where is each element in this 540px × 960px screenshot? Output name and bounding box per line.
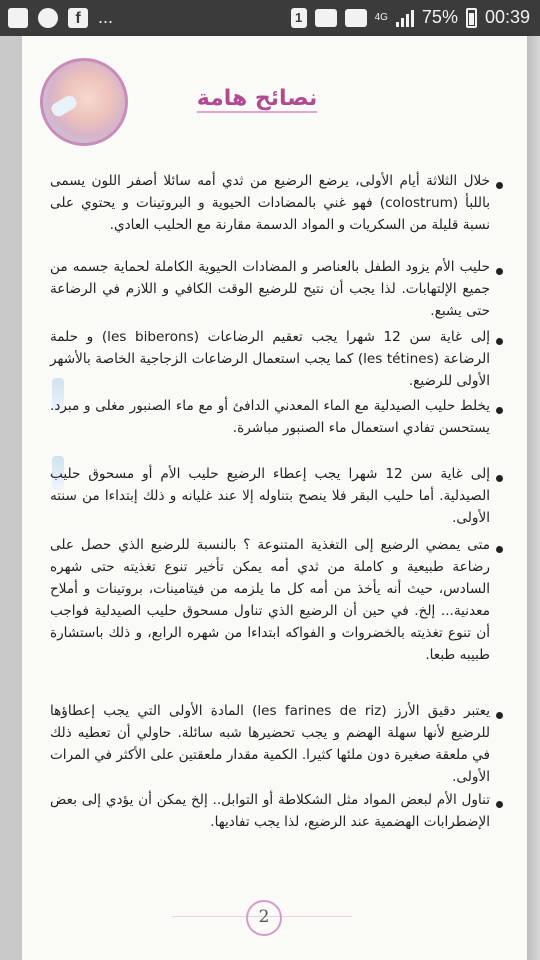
gallery-notification-icon <box>315 9 337 27</box>
battery-icon <box>466 8 477 28</box>
status-bar <box>0 0 540 36</box>
bullet-icon <box>496 801 503 808</box>
bullet-icon <box>496 712 503 719</box>
bullet-icon <box>496 182 503 189</box>
bullet-icon <box>496 338 503 345</box>
facebook-notification-icon[interactable]: f <box>68 8 88 28</box>
signal-strength-icon <box>396 9 414 27</box>
paragraph-rice-flour: يعتبر دقيق الأرز (les farines de riz) المادة الأولى التي يجب إعطاؤها للرضيع لأنها سهلة الهضم و يجب تحضيرها شبه سائلة. حاولي أن تعطيه ذلك في ملعقة صغيرة دون ملئها كثيرا. الكمية مقدار ملعقتين على الأكثر في المرات الأولى. <box>50 703 490 785</box>
paragraph-formula-water: يخلط حليب الصيدلية مع الماء المعدني الدافئ أو مع ماء الصنبور مغلى و مبرد. يستحسن تفادي استعمال ماء الصنبور مباشرة. <box>50 398 490 436</box>
paragraph-cow-milk: إلى غاية سن 12 شهرا يجب إعطاء الرضيع حليب الأم أو مسحوق حليب الصيدلية. أما حليب البقر فلا ينصح بتناوله إلا عند غليانه و ذلك إبتداءا من سنته الأولى. <box>50 466 490 526</box>
paragraph-sterilize: إلى غاية سن 12 شهرا يجب تعقيم الرضاعات (les biberons) و حلمة الرضاعة (les tétines) كما يجب استعمال الرضاعات الزجاجية الخاصة بالأشهر الأولى للرضيع. <box>50 329 491 389</box>
page-number: 2 <box>246 900 282 936</box>
paragraph-colostrum: خلال الثلاثة أيام الأولى، يرضع الرضيع من ثدي أمه سائلا أصفر اللون يسمى باللبأ (colostrum) فهو غني بالمضادات الحيوية و البروتينات و يحتوي على نسبة قليلة من السكريات و المواد الدسمة مقارنة مع الحليب العادي. <box>50 173 490 233</box>
baby-photo <box>40 58 128 146</box>
paragraph-mother-diet: تناول الأم لبعض المواد مثل الشكلاطة أو التوابل.. إلخ يمكن أن يؤدي إلى بعض الإضطرابات الهضمية عند الرضيع، لذا يجب تفاديها. <box>50 792 490 830</box>
paragraph-breast-milk: حليب الأم يزود الطفل بالعناصر و المضادات الحيوية الكاملة لحماية جسمه من جميع الإلتهابات. لذا يجب أن نتيح للرضيع الوقت الكافي و اللازم في الرضاعة حتى يشبع. <box>50 259 490 319</box>
bullet-icon <box>496 475 503 482</box>
whatsapp-notification-icon[interactable] <box>38 8 58 28</box>
paragraph-diversification: متى يمضي الرضيع إلى التغذية المتنوعة ؟ بالنسبة للرضيع الذي حصل على رضاعة طبيعية و كاملة من ثدي أمه يمكن تأخير تنوع تغذيته حتى شهره السادس، حيث أنه يأخذ من أمه كل ما يلزمه من فيتامينات، بروتينات و أملاح معدنية... إلخ. في حين أن الرضيع الذي تناول مسحوق حليب الصيدلية فواجب أن تنوع تغذيته بالخضروات و الفواكه ابتداءا من شهره الرابع، و ذلك باستشارة طبيبه طبعا. <box>50 537 490 663</box>
nfc-icon <box>345 9 367 27</box>
network-type-label: 4G <box>374 11 388 23</box>
bullet-icon <box>496 546 503 553</box>
bullet-icon <box>496 407 503 414</box>
document-page <box>22 36 527 960</box>
battery-percent: 75% <box>421 7 458 27</box>
clock: 00:39 <box>484 7 530 27</box>
message-notification-icon[interactable] <box>8 8 28 28</box>
page-heading: نصائح هامة <box>196 86 318 111</box>
page-edge <box>527 36 540 960</box>
more-notifications-ellipsis: ... <box>98 7 114 27</box>
sim-slot-icon: 1 <box>291 8 307 28</box>
bullet-icon <box>496 268 503 275</box>
